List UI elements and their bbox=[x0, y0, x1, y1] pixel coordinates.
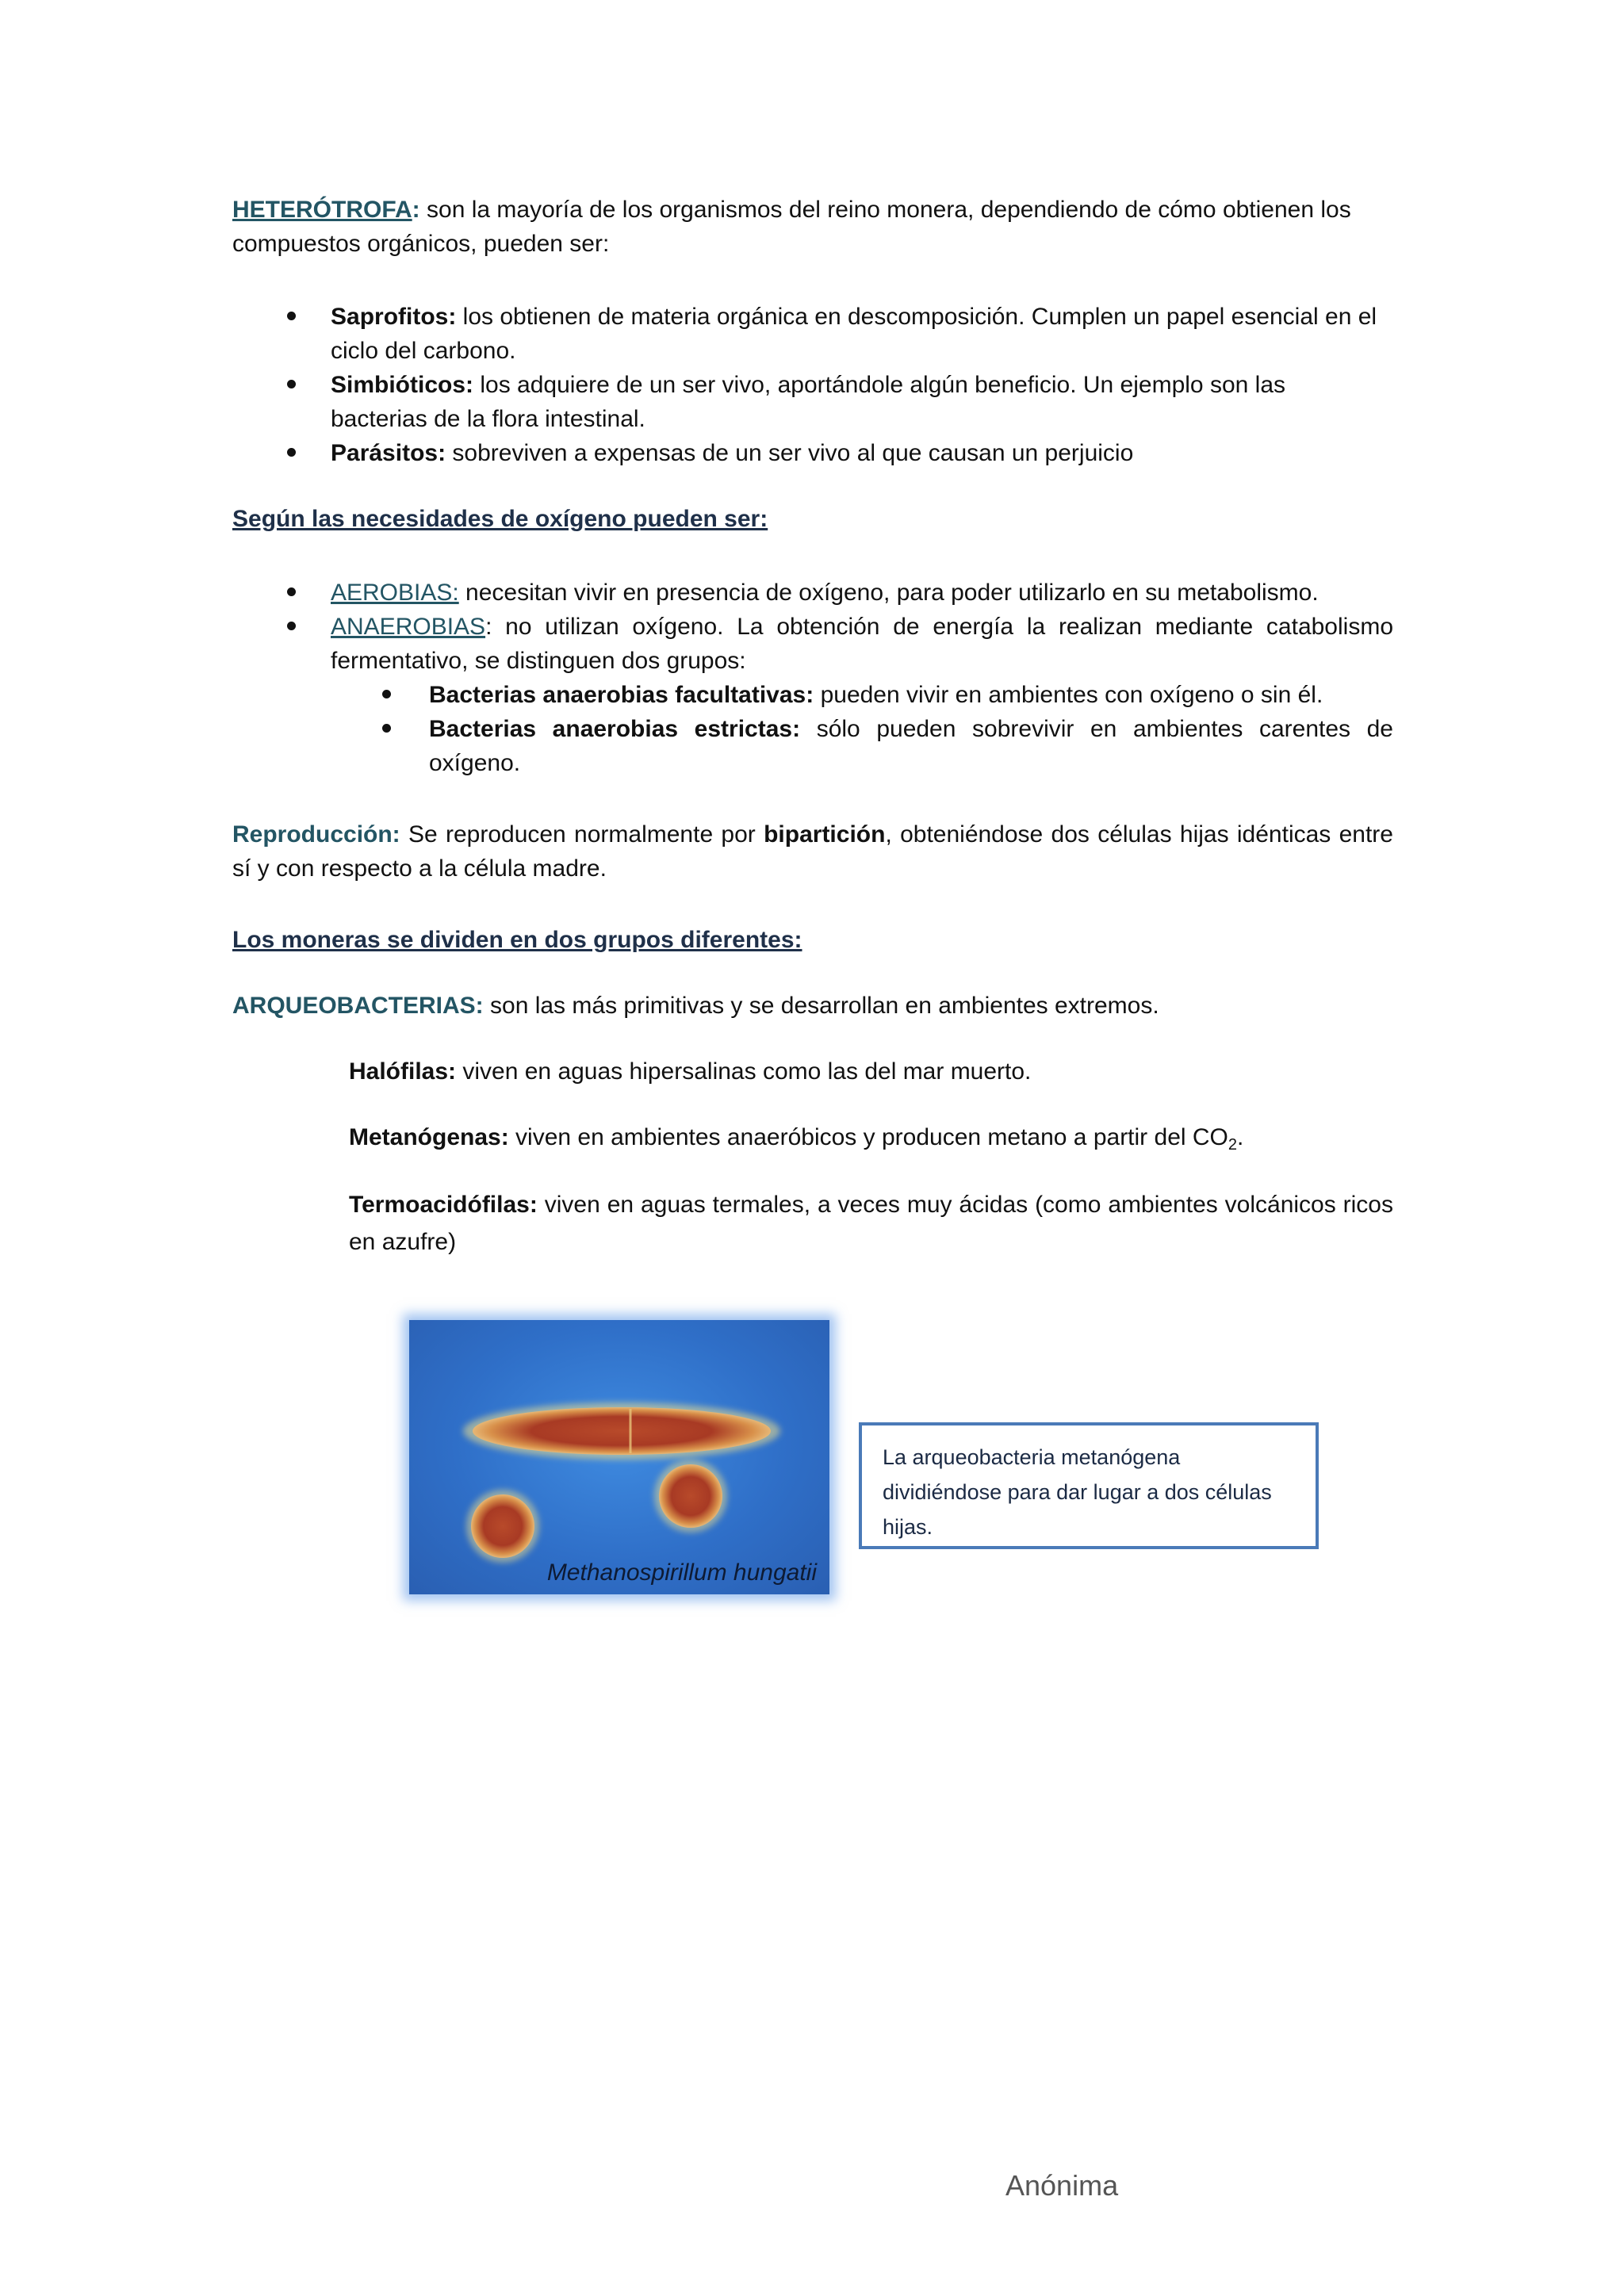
groups-heading: Los moneras se dividen en dos grupos diferentes: bbox=[232, 927, 802, 953]
simbioticos-text: los adquiere de un ser vivo, aportándole algún beneficio. Un ejemplo son las bacterias de la flora intestinal. bbox=[331, 372, 1285, 432]
halofilas-paragraph bbox=[349, 1054, 1393, 1089]
estrictas-text: sólo pueden sobrevivir en ambientes carentes de oxígeno. bbox=[429, 716, 1393, 776]
parasitos-label: Parásitos: bbox=[331, 440, 446, 466]
arqueo-label: ARQUEOBACTERIAS: bbox=[232, 993, 484, 1019]
bullet-icon bbox=[287, 312, 303, 327]
bullet-icon bbox=[287, 622, 303, 637]
bullet-icon bbox=[382, 690, 398, 706]
oxygen-heading: Según las necesidades de oxígeno pueden ser: bbox=[232, 506, 768, 532]
species-label: Methanospirillum hungatii bbox=[546, 1559, 817, 1586]
list-item-aerobias bbox=[331, 576, 1393, 610]
reproduccion-paragraph bbox=[232, 817, 1393, 886]
aerobias-text: necesitan vivir en presencia de oxígeno, para poder utilizarlo en su metabolismo. bbox=[458, 580, 1319, 606]
bullet-icon bbox=[382, 724, 398, 740]
co2-subscript: 2 bbox=[1228, 1136, 1238, 1154]
metanogenas-end: . bbox=[1237, 1124, 1244, 1150]
list-item-simbioticos bbox=[331, 368, 1346, 436]
daughter-cell bbox=[659, 1464, 722, 1528]
reproduccion-bold: bipartición bbox=[764, 821, 886, 848]
list-item-saprofitos bbox=[331, 300, 1393, 368]
termo-text: viven en aguas termales, a veces muy ácidas (como ambientes volcánicos ricos en azufre) bbox=[349, 1192, 1393, 1255]
bullet-icon bbox=[287, 587, 303, 603]
bullet-icon bbox=[287, 380, 303, 396]
metanogenas-paragraph bbox=[349, 1120, 1393, 1154]
bullet-icon bbox=[287, 448, 303, 464]
archaea-illustration bbox=[409, 1320, 829, 1594]
metanogenas-label: Metanógenas: bbox=[349, 1124, 509, 1150]
estrictas-label: Bacterias anaerobias estrictas: bbox=[429, 716, 801, 742]
parasitos-text: sobreviven a expensas de un ser vivo al que causan un perjuicio bbox=[446, 440, 1134, 466]
anaerobias-label: ANAEROBIAS bbox=[331, 614, 486, 640]
heterotrofa-text: son la mayoría de los organismos del reino monera, dependiendo de cómo obtienen los compuestos orgánicos, pueden ser: bbox=[232, 197, 1351, 257]
termo-paragraph bbox=[349, 1186, 1393, 1261]
halofilas-text: viven en aguas hipersalinas como las del mar muerto. bbox=[456, 1058, 1032, 1085]
halofilas-label: Halófilas: bbox=[349, 1058, 457, 1085]
arqueo-paragraph bbox=[232, 989, 1393, 1023]
sublist-item-estrictas bbox=[429, 712, 1393, 780]
sublist-item-facultativas bbox=[429, 678, 1393, 712]
dividing-cell bbox=[473, 1407, 771, 1455]
reproduccion-label: Reproducción: bbox=[232, 821, 400, 848]
anaerobias-text: : no utilizan oxígeno. La obtención de energía la realizan mediante catabolismo fermentativo, se distinguen dos grupos: bbox=[331, 614, 1393, 674]
saprofitos-text: los obtienen de materia orgánica en descomposición. Cumplen un papel esencial en el ciclo del carbono. bbox=[331, 304, 1377, 364]
metanogenas-text: viven en ambientes anaeróbicos y producen metano a partir del CO bbox=[508, 1124, 1228, 1150]
simbioticos-label: Simbióticos: bbox=[331, 372, 474, 398]
termo-label: Termoacidófilas: bbox=[349, 1192, 538, 1218]
reproduccion-text1: Se reproducen normalmente por bbox=[400, 821, 764, 848]
heterotrofa-title: HETERÓTROFA bbox=[232, 197, 412, 223]
list-item-parasitos bbox=[331, 436, 1393, 470]
list-item-anaerobias bbox=[331, 610, 1393, 678]
facultativas-label: Bacterias anaerobias facultativas: bbox=[429, 682, 814, 708]
heterotrofa-paragraph bbox=[232, 193, 1390, 261]
saprofitos-label: Saprofitos: bbox=[331, 304, 457, 330]
arqueo-text: son las más primitivas y se desarrollan en ambientes extremos. bbox=[483, 993, 1159, 1019]
footer-author: Anónima bbox=[1005, 2169, 1119, 2202]
caption-box: La arqueobacteria metanógena dividiéndose para dar lugar a dos células hijas. bbox=[859, 1422, 1319, 1549]
microscope-image bbox=[409, 1320, 829, 1594]
heterotrofa-colon: : bbox=[412, 197, 420, 223]
round-cell bbox=[471, 1494, 534, 1558]
reproduccion-text2: , obteniéndose dos células hijas idénticas entre sí y con respecto a la célula madre. bbox=[232, 821, 1393, 882]
facultativas-text: pueden vivir en ambientes con oxígeno o sin él. bbox=[814, 682, 1323, 708]
aerobias-label: AEROBIAS: bbox=[331, 580, 459, 606]
